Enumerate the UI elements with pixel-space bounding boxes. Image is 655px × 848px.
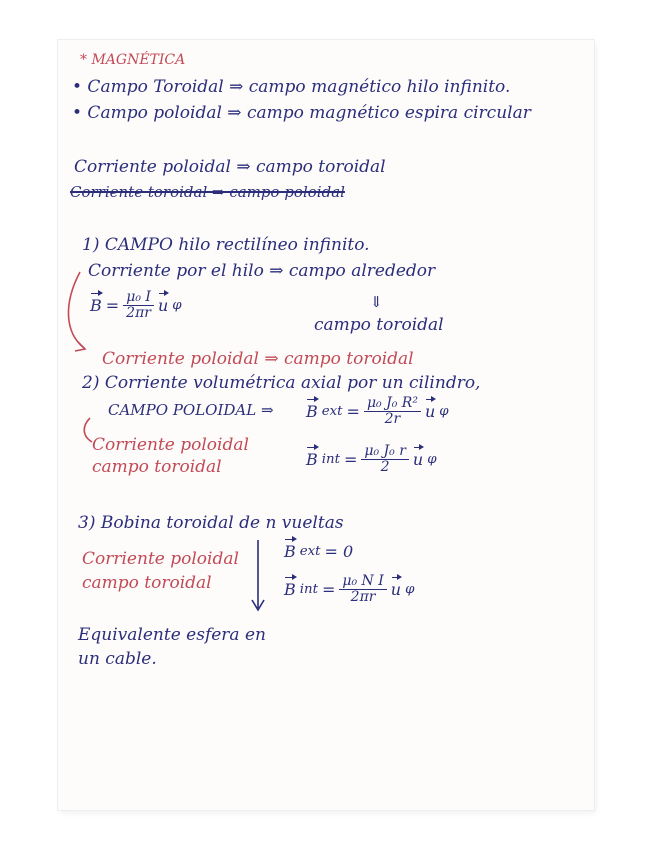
unit-subscript: φ	[439, 404, 449, 420]
red-line-1: Corriente poloidal ⇒ campo toroidal	[102, 349, 414, 369]
formula-b-wire	[90, 290, 182, 322]
bullet-1: • Campo Toroidal ⇒ campo magnético hilo infinito.	[72, 77, 511, 97]
red-arrowhead-1	[75, 342, 85, 351]
equivalence-line-1: Equivalente esfera en	[78, 625, 266, 645]
subscript-int: int	[321, 452, 340, 468]
equivalence-line-2: un cable.	[78, 649, 157, 669]
section2-red-b: campo toroidal	[92, 457, 222, 477]
fraction-denominator: 2πr	[126, 305, 151, 322]
fraction-denominator: 2πr	[350, 589, 376, 606]
note-title: * MAGNÉTICA	[80, 52, 186, 68]
red-bracket-arrow-1	[68, 272, 84, 348]
section1-line: Corriente por el hilo ⇒ campo alrededor	[88, 261, 436, 281]
vector-b: B	[284, 542, 296, 561]
formula-bint-coil	[284, 574, 414, 606]
formula-bext-coil	[284, 542, 353, 561]
vector-b: B	[284, 580, 296, 600]
vector-b: B	[306, 402, 318, 422]
equals-zero: = 0	[324, 542, 354, 561]
formula-bext-cylinder	[306, 396, 449, 428]
subscript-ext: ext	[321, 404, 343, 420]
equals-sign: =	[343, 450, 358, 470]
formula-bint-cylinder	[306, 444, 437, 476]
fraction	[339, 574, 386, 606]
rule-struck-out: Corriente toroidal ⇒ campo poloidal	[70, 183, 345, 201]
red-hook-2	[84, 418, 92, 442]
fraction-numerator: μ₀ J₀ R²	[364, 396, 421, 412]
subscript-ext: ext	[299, 544, 321, 559]
section3-red-b: campo toroidal	[82, 573, 212, 593]
fraction-numerator: μ₀ N I	[339, 574, 386, 590]
fraction	[123, 290, 154, 322]
unit-vector: u	[424, 402, 436, 422]
subscript-int: int	[299, 582, 318, 598]
fraction-denominator: 2r	[384, 411, 401, 428]
fraction	[361, 444, 409, 476]
unit-vector: u	[412, 450, 424, 470]
equals-sign: =	[321, 580, 336, 600]
unit-vector: u	[157, 296, 169, 316]
equals-sign: =	[346, 402, 360, 422]
bullet-2: • Campo poloidal ⇒ campo magnético espira circular	[72, 103, 531, 123]
fraction-denominator: 2	[380, 459, 390, 476]
section2-heading: 2) Corriente volumétrica axial por un cilindro,	[82, 373, 481, 393]
fraction-numerator: μ₀ J₀ r	[361, 444, 409, 460]
unit-subscript: φ	[427, 452, 437, 468]
notebook-page	[58, 40, 594, 810]
equals-sign: =	[105, 296, 120, 316]
section2-red-a: Corriente poloidal	[92, 435, 249, 455]
unit-subscript: φ	[172, 298, 182, 314]
section3-red-a: Corriente poloidal	[82, 549, 239, 569]
section2-poloidal: CAMPO POLOIDAL ⇒	[108, 401, 274, 419]
unit-subscript: φ	[405, 582, 415, 598]
section1-heading: 1) CAMPO hilo rectilíneo infinito.	[82, 235, 370, 255]
fraction-numerator: μ₀ I	[123, 290, 154, 306]
vector-b: B	[90, 296, 102, 316]
vector-b: B	[306, 450, 318, 470]
section3-heading: 3) Bobina toroidal de n vueltas	[78, 513, 344, 533]
rule-poloidal-toroidal: Corriente poloidal ⇒ campo toroidal	[74, 157, 386, 177]
down-double-arrow: ⇓	[370, 293, 383, 311]
fraction	[364, 396, 421, 428]
section1-campo: campo toroidal	[314, 315, 444, 335]
unit-vector: u	[390, 580, 402, 600]
